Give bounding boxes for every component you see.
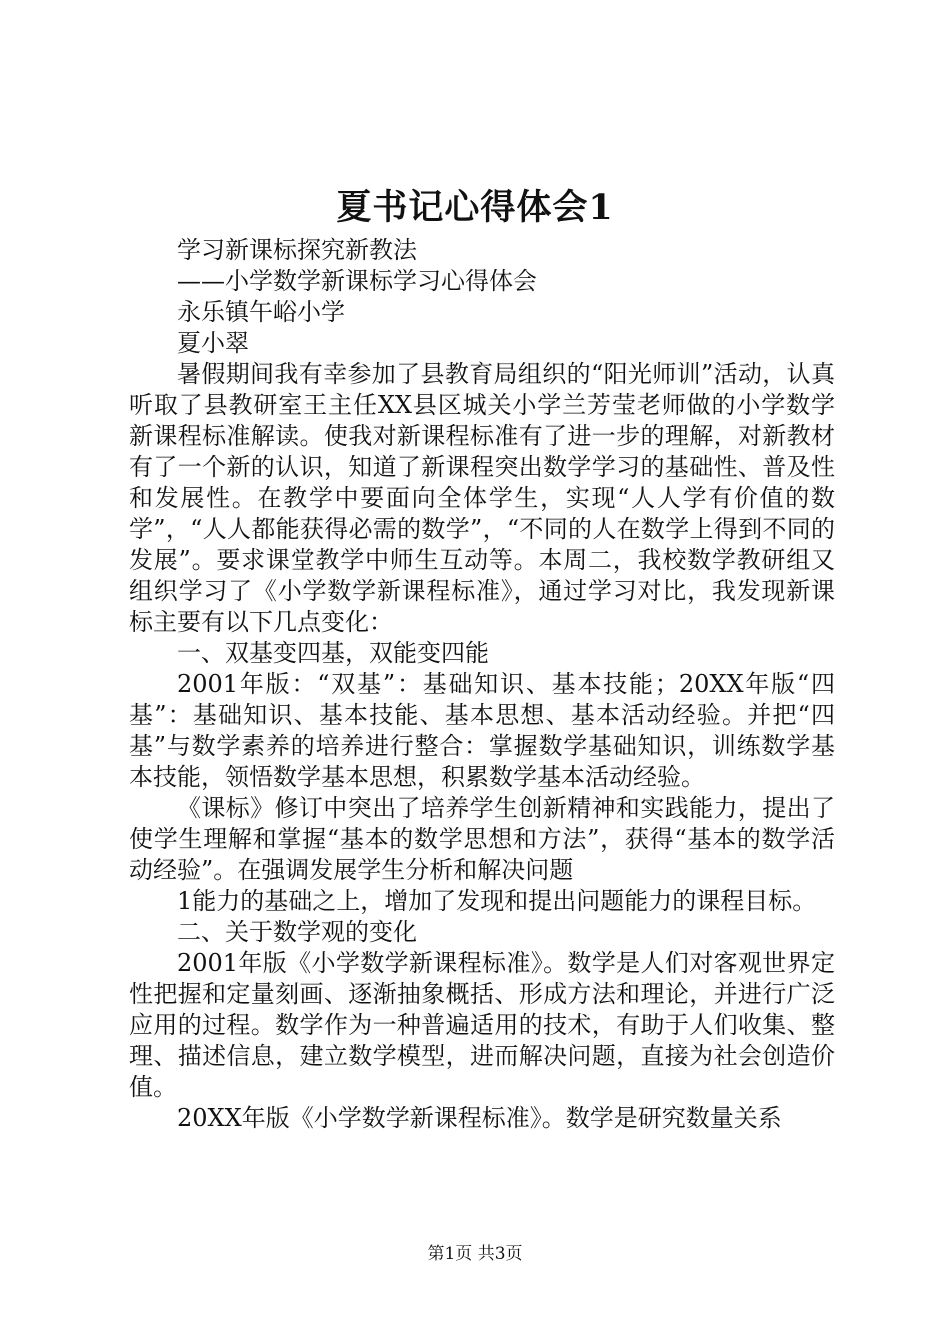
paragraph: 2001年版《小学数学新课程标准》。数学是人们对客观世界定性把握和定量刻画、逐渐抽象概括、形成方法和理论，并进行广泛应用的过程。数学作为一种普遍适用的技术，有助于人们收集、整理、描述信息，建立数学模型，进而解决问题，直接为社会创造价值。 [129, 949, 835, 1101]
paragraph: 2001年版：“双基”：基础知识、基本技能；20XX年版“四基”：基础知识、基本技能、基本思想、基本活动经验。并把“四基”与数学素养的培养进行整合：掌握数学基础知识，训练数学基本技能，领悟数学基本思想，积累数学基本活动经验。 [129, 670, 835, 791]
paragraph: 《课标》修订中突出了培养学生创新精神和实践能力，提出了使学生理解和掌握“基本的数学思想和方法”，获得“基本的数学活动经验”。在强调发展学生分析和解决问题 [129, 794, 835, 884]
paragraph: 学习新课标探究新教法 [177, 236, 417, 264]
paragraph: 夏小翠 [177, 329, 249, 357]
paragraph: 二、关于数学观的变化 [177, 918, 417, 946]
paragraph: 永乐镇午峪小学 [177, 298, 345, 326]
document-title: 夏书记心得体会1 [336, 187, 614, 228]
paragraph: 暑假期间我有幸参加了县教育局组织的“阳光师训”活动，认真听取了县教研室王主任XX县区城关小学兰芳莹老师做的小学数学新课程标准解读。使我对新课程标准有了进一步的理解，对新教材有了一个新的认识，知道了新课程突出数学学习的基础性、普及性和发展性。在教学中要面向全体学生，实现“人人学有价值的数学”，“人人都能获得必需的数学”，“不同的人在数学上得到不同的发展”。要求课堂教学中师生互动等。本周二，我校数学教研组又组织学习了《小学数学新课程标准》，通过学习对比，我发现新课标主要有以下几点变化： [129, 360, 835, 636]
paragraph: 20XX年版《小学数学新课程标准》。数学是研究数量关系 [177, 1104, 782, 1132]
document-body [129, 235, 835, 1134]
page-footer: 第1页 共3页 [427, 1244, 523, 1264]
paragraph: 一、双基变四基，双能变四能 [177, 639, 489, 667]
paragraph: ——小学数学新课标学习心得体会 [177, 267, 537, 295]
paragraph: 1能力的基础之上，增加了发现和提出问题能力的课程目标。 [177, 887, 817, 915]
